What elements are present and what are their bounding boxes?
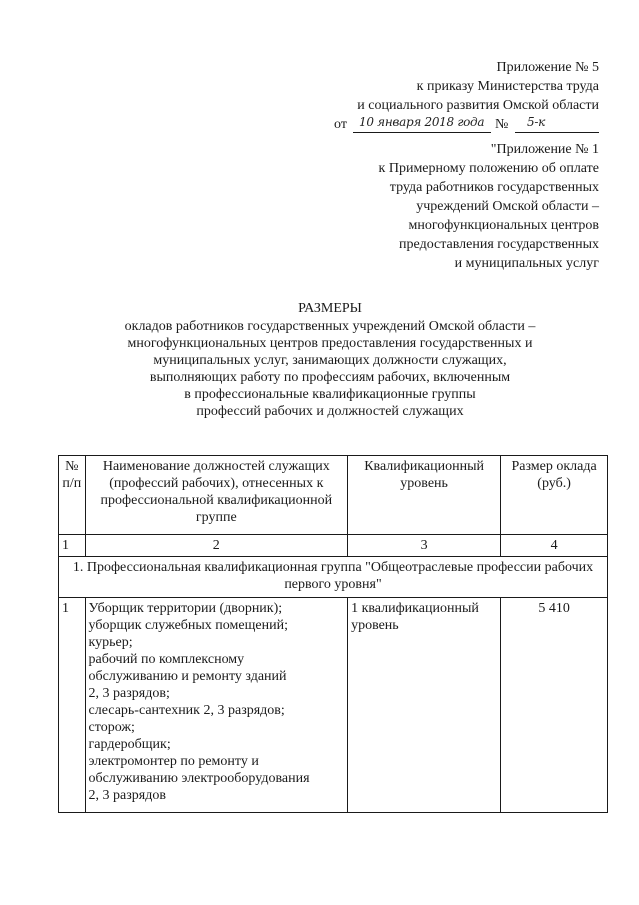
title-line: окладов работников государственных учреждений Омской области – [124,319,536,334]
row-num: 1 [59,598,86,813]
from-label: от [334,117,347,132]
position-line: электромонтер по ремонту и [88,754,259,769]
row-level: 1 квалификационный уровень [348,598,501,813]
appendix2-block [269,140,599,273]
appendix-line: Приложение № 5 [496,60,599,75]
title-line: многофункциональных центров предоставления государственных и [127,336,533,351]
handwritten-date: 10 января 2018 года [359,115,485,129]
position-line: обслуживанию электрооборудования [88,771,310,786]
position-line: 2, 3 разрядов [88,788,166,803]
appendix2-line: учреждений Омской области – [416,199,599,214]
appendix-block [299,58,599,135]
number-underline [515,132,599,133]
header-level: Квалификационный уровень [348,456,501,535]
column-index-cell: 2 [85,535,348,557]
appendix2-line: "Приложение № 1 [490,142,599,157]
appendix2-line: предоставления государственных [399,237,599,252]
header-name: Наименование должностей служащих (профессий рабочих), отнесенных к профессиональной квалификационной группе [85,456,348,535]
appendix-line: и социального развития Омской области [357,98,599,113]
position-line: обслуживанию и ремонту зданий [88,669,287,684]
appendix2-line: и муниципальных услуг [454,256,599,271]
row-positions [85,598,348,813]
header-num: № п/п [59,456,86,535]
title-line: в профессиональные квалификационные группы [184,387,476,402]
table-header-row [59,456,608,535]
appendix-line: к приказу Министерства труда [416,79,599,94]
position-line: курьер; [88,635,133,650]
position-line: 2, 3 разрядов; [88,686,170,701]
appendix2-line: к Примерному положению об оплате [378,161,599,176]
position-line: слесарь-сантехник 2, 3 разрядов; [88,703,285,718]
group-title: 1. Профессиональная квалификационная группа "Общеотраслевые профессии рабочих первого уровня" [59,557,608,598]
salary-table [58,455,608,813]
column-index-cell: 3 [348,535,501,557]
document-title [40,300,620,420]
header-size: Размер оклада (руб.) [501,456,608,535]
appendix2-line: многофункциональных центров [408,218,599,233]
position-line: уборщик служебных помещений; [88,618,288,633]
column-index-row [59,535,608,557]
table-row [59,598,608,813]
position-line: рабочий по комплексному [88,652,245,667]
title-line: выполняющих работу по профессиям рабочих, включенным [149,370,511,385]
number-label: № [495,117,509,132]
column-index-cell: 4 [501,535,608,557]
position-line: гардеробщик; [88,737,171,752]
position-line: Уборщик территории (дворник); [88,601,283,616]
order-date-line [299,115,599,135]
title-line: муниципальных услуг, занимающих должности служащих, [153,353,507,368]
handwritten-number: 5-к [527,115,545,129]
column-index-cell: 1 [59,535,86,557]
position-line: сторож; [88,720,135,735]
row-salary: 5 410 [501,598,608,813]
title-line: профессий рабочих и должностей служащих [196,404,464,419]
appendix2-line: труда работников государственных [389,180,599,195]
date-underline [353,132,491,133]
title-heading: РАЗМЕРЫ [298,301,362,316]
group-title-row [59,557,608,598]
